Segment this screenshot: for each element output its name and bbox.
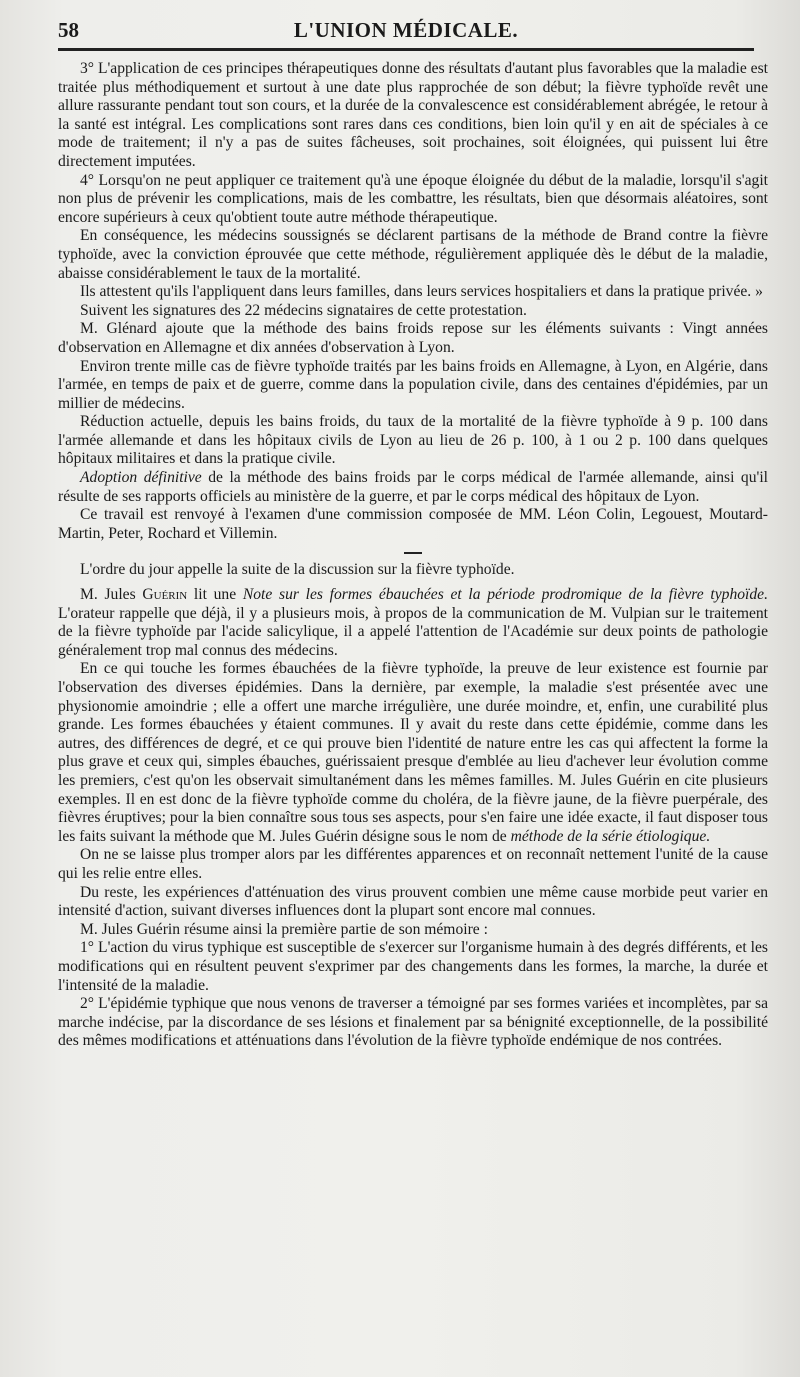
paragraph: Ce travail est renvoyé à l'examen d'une commission composée de MM. Léon Colin, Legouest, Moutard-Martin, Peter, Rochard et Villemin. [58,506,768,542]
paragraph [58,586,768,660]
paragraph-text: de la méthode des bains froids par le corps médical de l'armée allemande, ainsi qu'il résulte de ses rapports officiels au ministère de la guerre, et par le corps médical des hôpitaux de Lyon. [58,469,768,505]
paragraph-text: M. Jules [80,586,143,604]
paragraph: Ils attestent qu'ils l'appliquent dans leurs familles, dans leurs services hospitaliers et dans la pratique privée. » [80,283,763,301]
paragraph: En conséquence, les médecins soussignés se déclarent partisans de la méthode de Brand contre la fièvre typhoïde, avec la conviction éprouvée que cette méthode, régulièrement appliquée dès le début de la maladie, abaisse considérablement le taux de la mortalité. [58,227,768,282]
paragraph: Du reste, les expériences d'atténuation des virus prouvent combien une même cause morbide peut varier en intensité d'action, suivant diverses influences dont la plupart sont encore mal connues. [58,883,768,920]
paragraph: Environ trente mille cas de fièvre typhoïde traités par les bains froids en Allemagne, à Lyon, en Algérie, dans l'armée, en temps de paix et de guerre, comme dans la population civile, dans des centaines d'épidémies, par un millier de médecins. [58,357,768,412]
paragraph: 2° L'épidémie typhique que nous venons de traverser a témoigné par ses formes variées et incomplètes, par sa marche indécise, par la discordance de ses lésions et finalement par sa bénignité exceptionnelle, de la possibilité des mêmes modifications et atténuations dans l'évolution de la fièvre typhoïde endémique de nos contrées. [58,995,768,1050]
paragraph-text: En ce qui touche les formes ébauchées de la fièvre typhoïde, la preuve de leur existence est fournie par l'observation des diverses épidémies. Dans la dernière, par exemple, la maladie s'est présentée avec une physionomie amoindrie ; elle a offert une marche irrégulière, une durée moindre, et, enfin, une curabilité plus grande. Les formes ébauchées y étaient communes. Il y avait du reste dans cette épidémie, comme dans les autres, des différences de degré, et ce qui prouve bien l'identité de nature entre les cas qui affectent la forme la plus grave et ceux qui, simples ébauches, guérissaient presque d'emblée au lieu d'achever leur évolution comme les premiers, c'est qu'on les observait simultanément dans les mêmes familles. M. Jules Guérin en cite plusieurs exemples. Il en est donc de la fièvre typhoïde comme du choléra, de la fièvre jaune, de la fièvre puerpérale, des fièvres éruptives; pour la bien connaître sous tous ses aspects, pour s'en faire une idée exacte, il faut disposer tous les faits suivant la méthode que M. Jules Guérin désigne sous le nom de [58,660,768,845]
paragraph: L'ordre du jour appelle la suite de la discussion sur la fièvre typhoïde. [80,561,515,579]
running-title: L'UNION MÉDICALE. [293,18,519,42]
paragraph: Suivent les signatures des 22 médecins signataires de cette protestation. [80,301,527,319]
header-rule [58,48,754,51]
page-header [58,18,754,48]
paragraph [58,660,768,846]
paragraph-text: L'orateur rappelle que déjà, il y a plusieurs mois, à propos de la communication de M. Vulpian sur le traitement de la fièvre typhoïde par l'acide salicylique, il a appelé l'attention de l'Académie sur deux points de pathologie généralement trop mal connus des médecins. [58,604,768,659]
page-number: 58 [58,18,79,42]
italic-term: méthode de la série étiologique. [510,827,711,845]
paragraph: 4° Lorsqu'on ne peut appliquer ce traitement qu'à une époque éloignée du début de la maladie, lorsqu'il s'agit non plus de prévenir les complications, mais de les combattre, les résultats, bien que désormais aléatoires, sont encore supérieurs à ceux qu'obtient toute autre méthode thérapeutique. [58,171,768,226]
section-separator [404,552,422,554]
paragraph-text: lit une [187,586,243,604]
paragraph: Réduction actuelle, depuis les bains froids, du taux de la mortalité de la fièvre typhoïde à 9 p. 100 dans l'armée allemande et dans les hôpitaux civils de Lyon au lieu de 26 p. 100, à 1 ou 2 p. 100 dans quelques hôpitaux militaires et dans la pratique civile. [58,413,768,468]
paragraph: 3° L'application de ces principes thérapeutiques donne des résultats d'autant plus favorables que la maladie est traitée plus méthodiquement et surtout à une date plus rapprochée de son début; la fièvre typhoïde revêt une allure rassurante pendant tout son cours, et la durée de la convalescence est considérablement abrégée, le retour à la santé est intégral. Les complications sont rares dans ces conditions, bien loin qu'il y en ait de spéciales à ce mode de traitement; il n'y a pas de suites fâcheuses, soit prochaines, soit éloignées, qui puissent lui être directement imputées. [58,60,768,170]
paragraph [58,469,768,506]
speaker-name: Guérin [142,586,188,604]
paragraph: M. Jules Guérin résume ainsi la première partie de son mémoire : [80,920,488,938]
note-title: Note sur les formes ébauchées et la période prodromique de la fièvre typhoïde. [242,586,769,604]
paragraph: M. Glénard ajoute que la méthode des bains froids repose sur les éléments suivants : Vingt années d'observation en Allemagne et dix années d'observation à Lyon. [58,320,768,356]
paragraph: 1° L'action du virus typhique est susceptible de s'exercer sur l'organisme humain à des degrés différents, et les modifications qui en résultent peuvent s'exprimer par des changements dans les formes, la marche, la durée et l'intensité de la maladie. [58,939,768,994]
paragraph: On ne se laisse plus tromper alors par les différentes apparences et on reconnaît nettement l'unité de la cause qui les relie entre elles. [58,846,768,882]
article-body [58,60,768,1051]
italic-lead: Adoption définitive [80,469,202,487]
